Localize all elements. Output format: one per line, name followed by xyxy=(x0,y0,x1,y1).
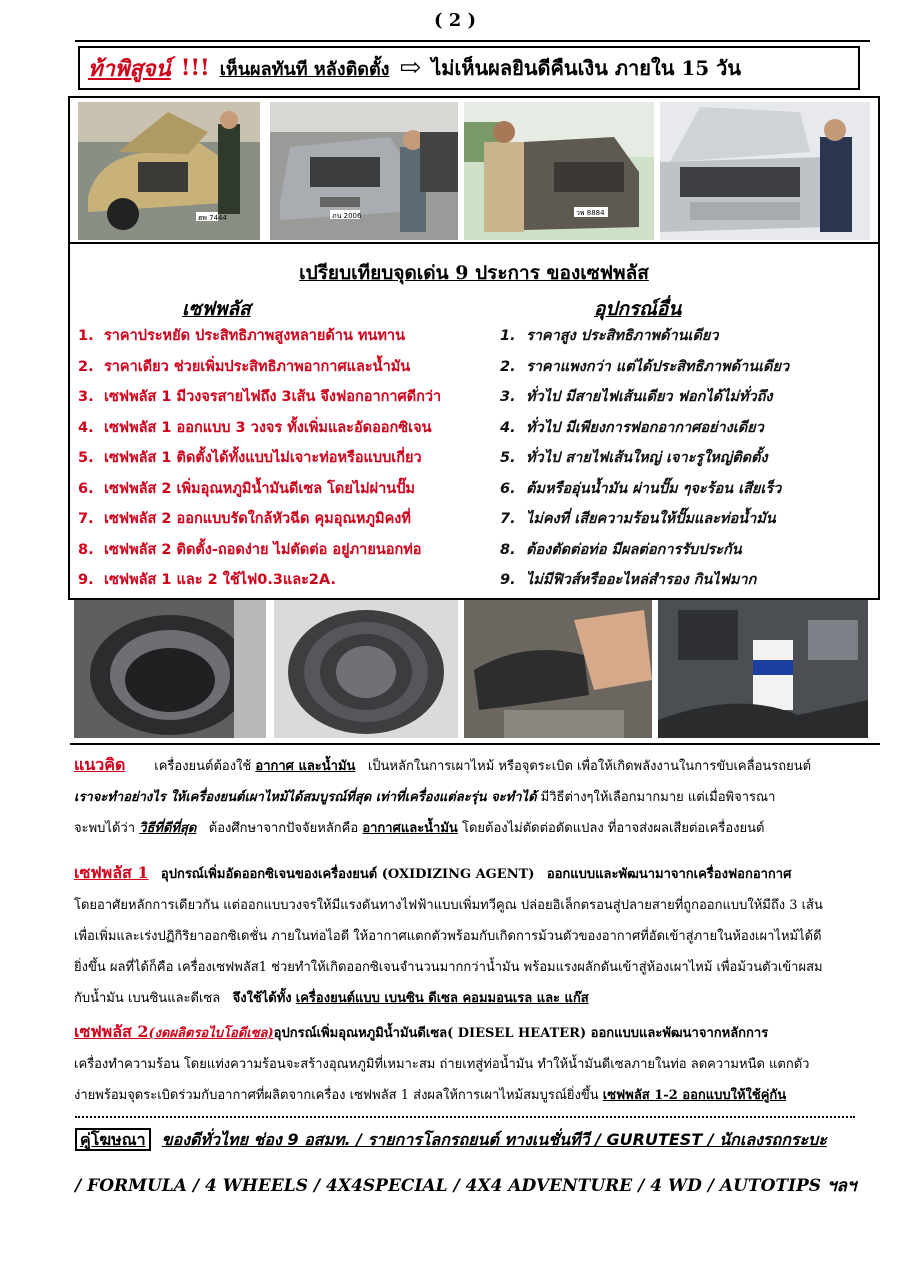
concept-text-6: จะพบได้ว่า xyxy=(74,821,136,836)
concept-air-oil-2: อากาศและน้ำมัน xyxy=(362,821,458,836)
list-item: 9. เซฟพลัส 1 และ 2 ใช้ไฟ0.3และ2A. xyxy=(78,572,337,588)
safeplus1-heading: เซฟพลัส 1 xyxy=(74,863,149,882)
list-item: 7. ไม่คงที่ เสียความร้อนให้ปั๊มและท่อน้ำมัน xyxy=(500,511,776,527)
list-item: 8. ต้องตัดต่อท่อ มีผลต่อการรับประกัน xyxy=(500,541,742,558)
safeplus1-text-6: กับน้ำมัน เบนซินและดีเซล xyxy=(74,991,221,1006)
list-item: 2. ราคาเดียว ช่วยเพิ่มประสิทธิภาพอากาศและน้ำมัน xyxy=(78,358,411,375)
advertising-partners-line-1 xyxy=(75,1128,875,1153)
concept-text-5: มีวิธีต่างๆให้เลือกมากมาย แต่เมื่อพิจารณา xyxy=(540,790,776,805)
photo-hose-ribbed xyxy=(274,600,458,738)
page-number: ( 2 ) xyxy=(433,10,477,31)
guarantee-banner xyxy=(78,46,860,90)
photo-hand-installing-device xyxy=(464,600,652,738)
safeplus1-text-7: จึงใช้ได้ทั้ง xyxy=(232,991,292,1006)
safeplus1-paragraph xyxy=(74,857,870,1014)
safeplus2-heading: เซฟพลัส 2 xyxy=(74,1022,149,1041)
comparison-title: เปรียบเทียบจุดเด่น 9 ประการ ของเซฟพลัส xyxy=(299,262,649,284)
right-arrow-icon: ⇨ xyxy=(399,53,422,83)
advertising-partners-line-2: / FORMULA / 4 WHEELS / 4X4SPECIAL / 4X4 ADVENTURE / 4 WD / AUTOTIPS ฯลฯ xyxy=(75,1176,857,1196)
instant-result-text: เห็นผลทันที หลังติดตั้ง xyxy=(219,58,390,80)
safeplus1-text-4: เพื่อเพิ่มและเร่งปฏิกิริยาออกซิเดชั่น ภายในท่อไอดี ให้อากาศแตกตัวพร้อมกับเกิดการม้วนตัวของอากาศที่อัดเข้าสู่ภายในห้องเผาไหม้ได้ดี xyxy=(74,929,822,944)
section-divider xyxy=(70,743,880,745)
other-device-column-heading: อุปกรณ์อื่น xyxy=(594,298,682,320)
safeplus-column-heading: เซฟพลัส xyxy=(182,298,251,320)
plate-2: ภน 2006 xyxy=(332,212,362,220)
safeplus1-text-5: ยิ่งขึ้น ผลที่ได้ก็คือ เครื่องเซฟพลัส1 ช่วยทำให้เกิดออกซิเจนจำนวนมากกว่าน้ำมัน พร้อมแรงผลักดันเข้าสู่ห้องเผาไหม้ เพื่อม้วนตัวเข้าผสม xyxy=(74,960,823,975)
safeplus1-text-2: ออกแบบและพัฒนามาจากเครื่องฟอกอากาศ xyxy=(546,867,792,882)
concept-question: เราจะทำอย่างไร ให้เครื่องยนต์เผาไหม้ได้สมบูรณ์ที่สุด เท่าที่เครื่องแต่ละรุ่น จะทำได้ xyxy=(74,790,537,805)
concept-air-oil: อากาศ และน้ำมัน xyxy=(255,759,356,774)
photo-device-mounted xyxy=(658,600,868,738)
list-item: 7. เซฟพลัส 2 ออกแบบรัดใกล้หัวฉีด คุมอุณหภูมิคงที่ xyxy=(78,511,411,527)
photo-nissan-frontier xyxy=(660,102,870,240)
list-item: 6. เซฟพลัส 2 เพิ่มอุณหภูมิน้ำมันดีเซล โดยไม่ผ่านปั๊ม xyxy=(78,480,415,497)
list-item: 5. เซฟพลัส 1 ติดตั้งได้ทั้งแบบไม่เจาะท่อหรือแบบเกี่ยว xyxy=(78,450,422,466)
list-item: 2. ราคาแพงกว่า แต่ได้ประสิทธิภาพด้านเดียว xyxy=(500,358,790,375)
plate-1: ฮพ 7444 xyxy=(198,214,227,222)
safeplus-features-list xyxy=(78,324,496,599)
list-item: 8. เซฟพลัส 2 ติดตั้ง-ถอดง่าย ไม่ตัดต่อ อยู่ภายนอกท่อ xyxy=(78,541,422,558)
safeplus1-text-1: อุปกรณ์เพิ่มอัดออกซิเจนของเครื่องยนต์ (OXIDIZING AGENT) xyxy=(160,867,535,882)
safeplus2-text-1: อุปกรณ์เพิ่มอุณหภูมิน้ำมันดีเซล( DIESEL HEATER) ออกแบบและพัฒนาจากหลักการ xyxy=(273,1026,769,1041)
other-device-features-list xyxy=(500,324,875,599)
challenge-text: ท้าพิสูจน์ xyxy=(88,55,171,82)
refund-text: ไม่เห็นผลยินดีคืนเงิน ภายใน 15 วัน xyxy=(431,56,742,80)
concept-best-way: วิธีที่ดีที่สุด xyxy=(139,821,197,836)
exclaim-text: !!! xyxy=(180,55,210,81)
installation-photo-strip xyxy=(68,96,880,244)
safeplus1-engine-types: เครื่องยนต์แบบ เบนซิน ดีเซล คอมมอนเรล และ แก๊ส xyxy=(295,991,589,1006)
list-item: 4. ทั่วไป มีเพียงการฟอกอากาศอย่างเดียว xyxy=(500,419,764,436)
partners-text-1: ของดีทั่วไทย ช่อง 9 อสมท. / รายการโลกรถยนต์ ทางเนชั่นทีวี / GURUTEST / นักเลงรถกระบะ xyxy=(161,1130,827,1149)
list-item: 9. ไม่มีฟิวส์หรืออะไหล่สำรอง กินไฟมาก xyxy=(500,572,757,588)
concept-text-1: เครื่องยนต์ต้องใช้ xyxy=(154,759,252,774)
dotted-divider xyxy=(75,1116,855,1118)
partners-label: คู่โฆษณา xyxy=(75,1128,151,1151)
safeplus2-text-2: เครื่องทำความร้อน โดยแท่งความร้อนจะสร้างอุณหภูมิที่เหมาะสม ถ่ายเทสู่ท่อน้ำมัน ทำให้น้ำมันดีเซลภายในท่อ ลดความหนืด แตกตัว xyxy=(74,1057,810,1072)
top-rule xyxy=(75,40,870,42)
photo-ford-everest xyxy=(464,102,654,240)
safeplus2-paragraph xyxy=(74,1016,870,1111)
list-item: 1. ราคาประหยัด ประสิทธิภาพสูงหลายด้าน ทนทาน xyxy=(78,328,405,344)
concept-text-10: โดยต้องไม่ตัดต่อดัดแปลง ที่อาจส่งผลเสียต่อเครื่องยนต์ xyxy=(461,821,765,836)
plate-3: วพ 8884 xyxy=(576,209,605,217)
list-item: 6. ต้มหรืออุ่นน้ำมัน ผ่านปั๊ม ๆจะร้อน เสียเร็ว xyxy=(500,480,782,497)
photo-intake-hose-open xyxy=(74,600,266,738)
concept-paragraph xyxy=(74,749,870,844)
list-item: 3. ทั่วไป มีสายไฟเส้นเดียว ฟอกได้ไม่ทั่วถึง xyxy=(500,389,773,405)
engine-part-photo-strip xyxy=(74,600,868,738)
comparison-table xyxy=(68,242,880,600)
safeplus2-pair-note: เซฟพลัส 1-2 ออกแบบให้ใช้คู่กัน xyxy=(602,1088,787,1103)
list-item: 3. เซฟพลัส 1 มีวงจรสายไฟถึง 3เส้น จึงฟอกอากาศดีกว่า xyxy=(78,389,442,405)
list-item: 1. ราคาสูง ประสิทธิภาพด้านเดียว xyxy=(500,328,719,344)
concept-text-3: เป็นหลักในการเผาไหม้ หรือจุดระเบิด เพื่อให้เกิดพลังงานในการขับเคลื่อนรถยนต์ xyxy=(367,759,812,774)
concept-heading: แนวคิด xyxy=(74,755,126,774)
list-item: 5. ทั่วไป สายไฟเส้นใหญ่ เจาะรูใหญ่ติดตั้ง xyxy=(500,450,768,466)
list-item: 4. เซฟพลัส 1 ออกแบบ 3 วงจร ทั้งเพิ่มและอัดออกซิเจน xyxy=(78,419,432,436)
photo-ford-ranger xyxy=(270,102,458,240)
safeplus2-discontinued-note: (งดผลิตรอไบโอดีเซล) xyxy=(148,1026,274,1041)
safeplus1-text-3: โดยอาศัยหลักการเดียวกัน แต่ออกแบบวงจรให้มีแรงดันทางไฟฟ้าแบบเพิ่มทวีคูณ ปล่อยอิเล็กตรอนสู่ปลายสายที่ถูกออกแบบให้มีถึง 3 เส้น xyxy=(74,898,823,913)
safeplus2-text-3: ง่ายพร้อมจุดระเบิดร่วมกับอากาศที่ผลิตจากเครื่อง เซฟพลัส 1 ส่งผลให้การเผาไหม้สมบูรณ์ยิ่งขึ้น xyxy=(74,1088,599,1103)
concept-text-8: ต้องศึกษาจากปัจจัยหลักคือ xyxy=(208,821,359,836)
photo-toyota-wish xyxy=(78,102,260,240)
